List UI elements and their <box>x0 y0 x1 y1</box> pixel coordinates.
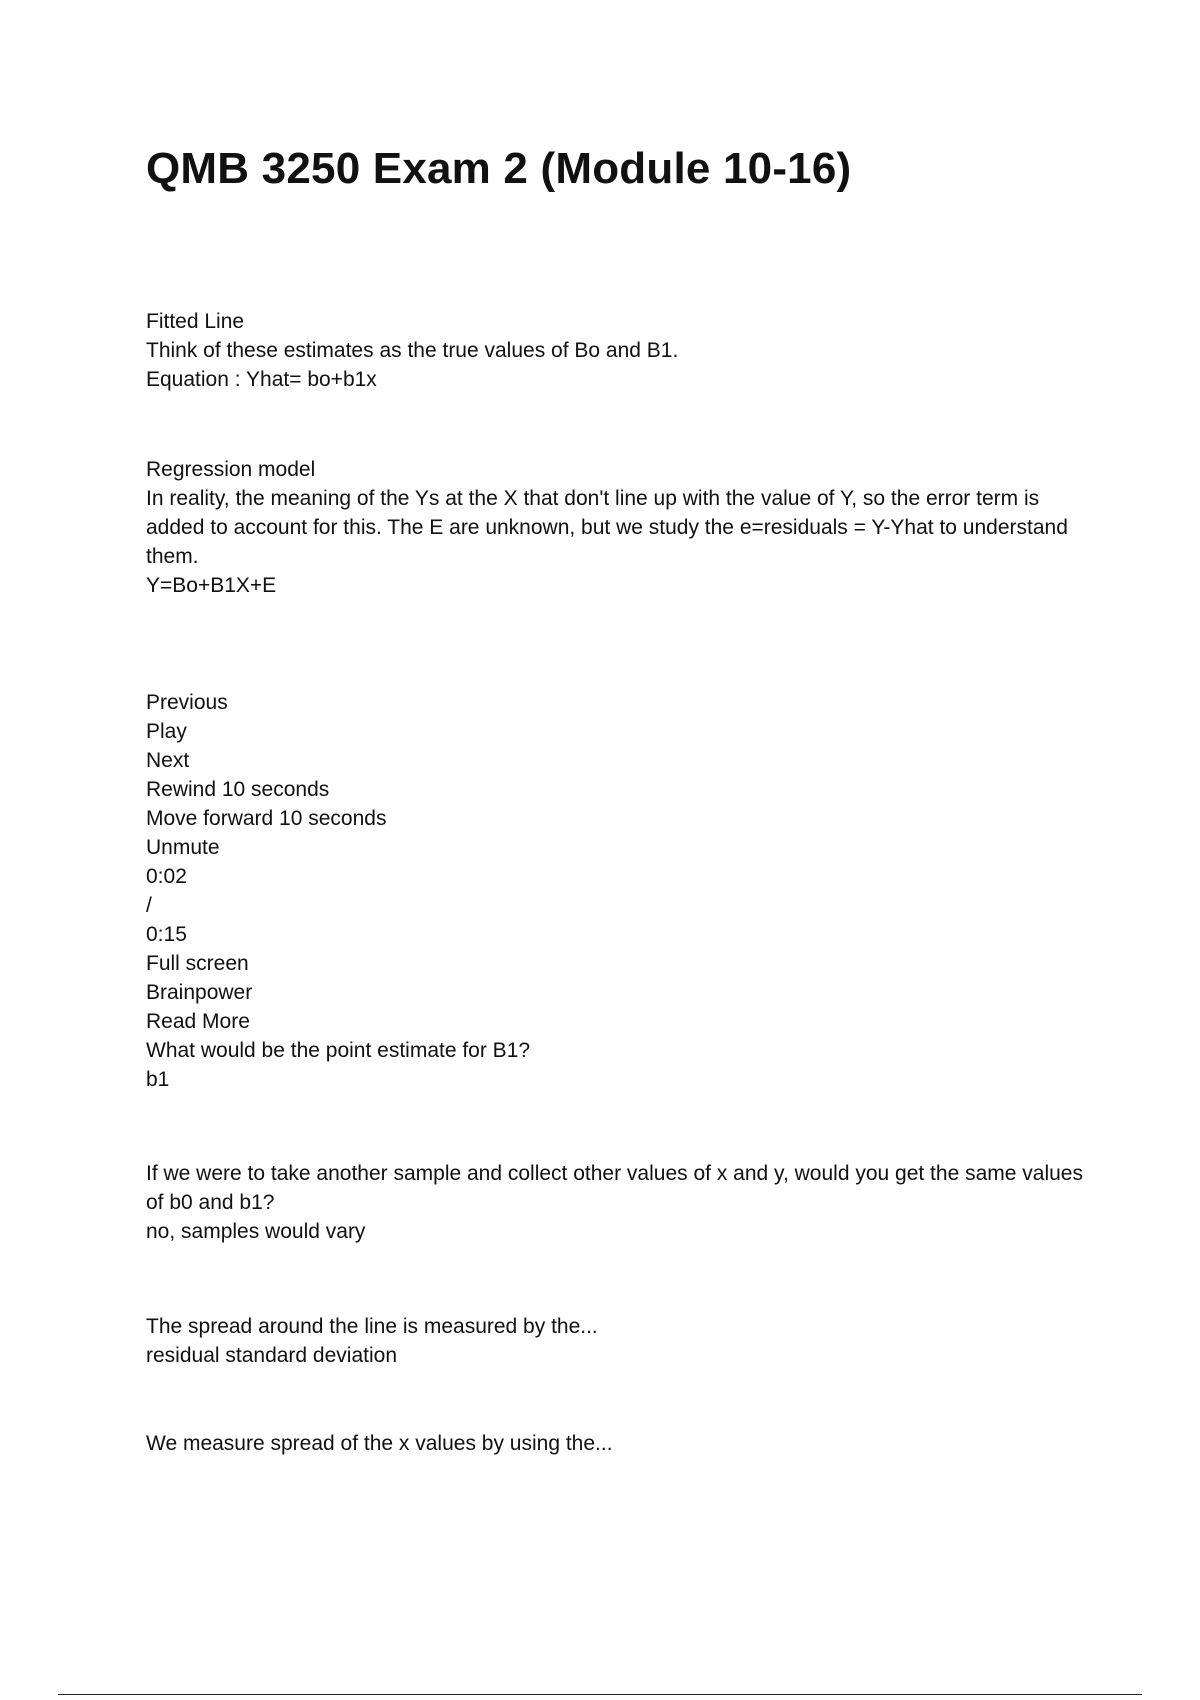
spread-x-card <box>146 1429 1096 1458</box>
video-player-card <box>146 688 1096 1094</box>
card-term: Fitted Line <box>146 310 245 333</box>
page-title: QMB 3250 Exam 2 (Module 10-16) <box>146 144 852 193</box>
fitted-line-card <box>146 307 1096 394</box>
card-answer: no, samples would vary <box>146 1220 366 1243</box>
rewind-button[interactable]: Rewind 10 seconds <box>146 778 330 801</box>
regression-model-card <box>146 455 1096 600</box>
sample-variation-card <box>146 1159 1096 1246</box>
card-equation: Equation : Yhat= bo+b1x <box>146 368 377 391</box>
next-button[interactable]: Next <box>146 749 190 772</box>
duration: 0:15 <box>146 923 187 946</box>
fullscreen-button[interactable]: Full screen <box>146 952 249 975</box>
card-definition: In reality, the meaning of the Ys at the X that don't line up with the value of Y, so the error term is added to account for this. The E are unknown, but we study the e=residuals = Y-Yhat to understand them. <box>146 487 1068 568</box>
previous-button[interactable]: Previous <box>146 691 228 714</box>
play-button[interactable]: Play <box>146 720 187 743</box>
card-answer: residual standard deviation <box>146 1344 397 1367</box>
card-answer: b1 <box>146 1068 170 1091</box>
current-time: 0:02 <box>146 865 187 888</box>
card-question: We measure spread of the x values by using the... <box>146 1432 613 1455</box>
card-question: What would be the point estimate for B1? <box>146 1039 531 1062</box>
spread-line-card <box>146 1312 1096 1370</box>
card-term: Regression model <box>146 458 316 481</box>
unmute-button[interactable]: Unmute <box>146 836 220 859</box>
read-more-link[interactable]: Read More <box>146 1010 250 1033</box>
card-question: If we were to take another sample and collect other values of x and y, would you get the same values of b0 and b1? <box>146 1162 1083 1214</box>
card-question: The spread around the line is measured by the... <box>146 1315 598 1338</box>
card-equation: Y=Bo+B1X+E <box>146 574 277 597</box>
time-separator: / <box>146 894 152 917</box>
forward-button[interactable]: Move forward 10 seconds <box>146 807 387 830</box>
brainpower-label: Brainpower <box>146 981 253 1004</box>
footer-divider <box>58 1694 1142 1695</box>
card-definition-line: Think of these estimates as the true values of Bo and B1. <box>146 339 679 362</box>
